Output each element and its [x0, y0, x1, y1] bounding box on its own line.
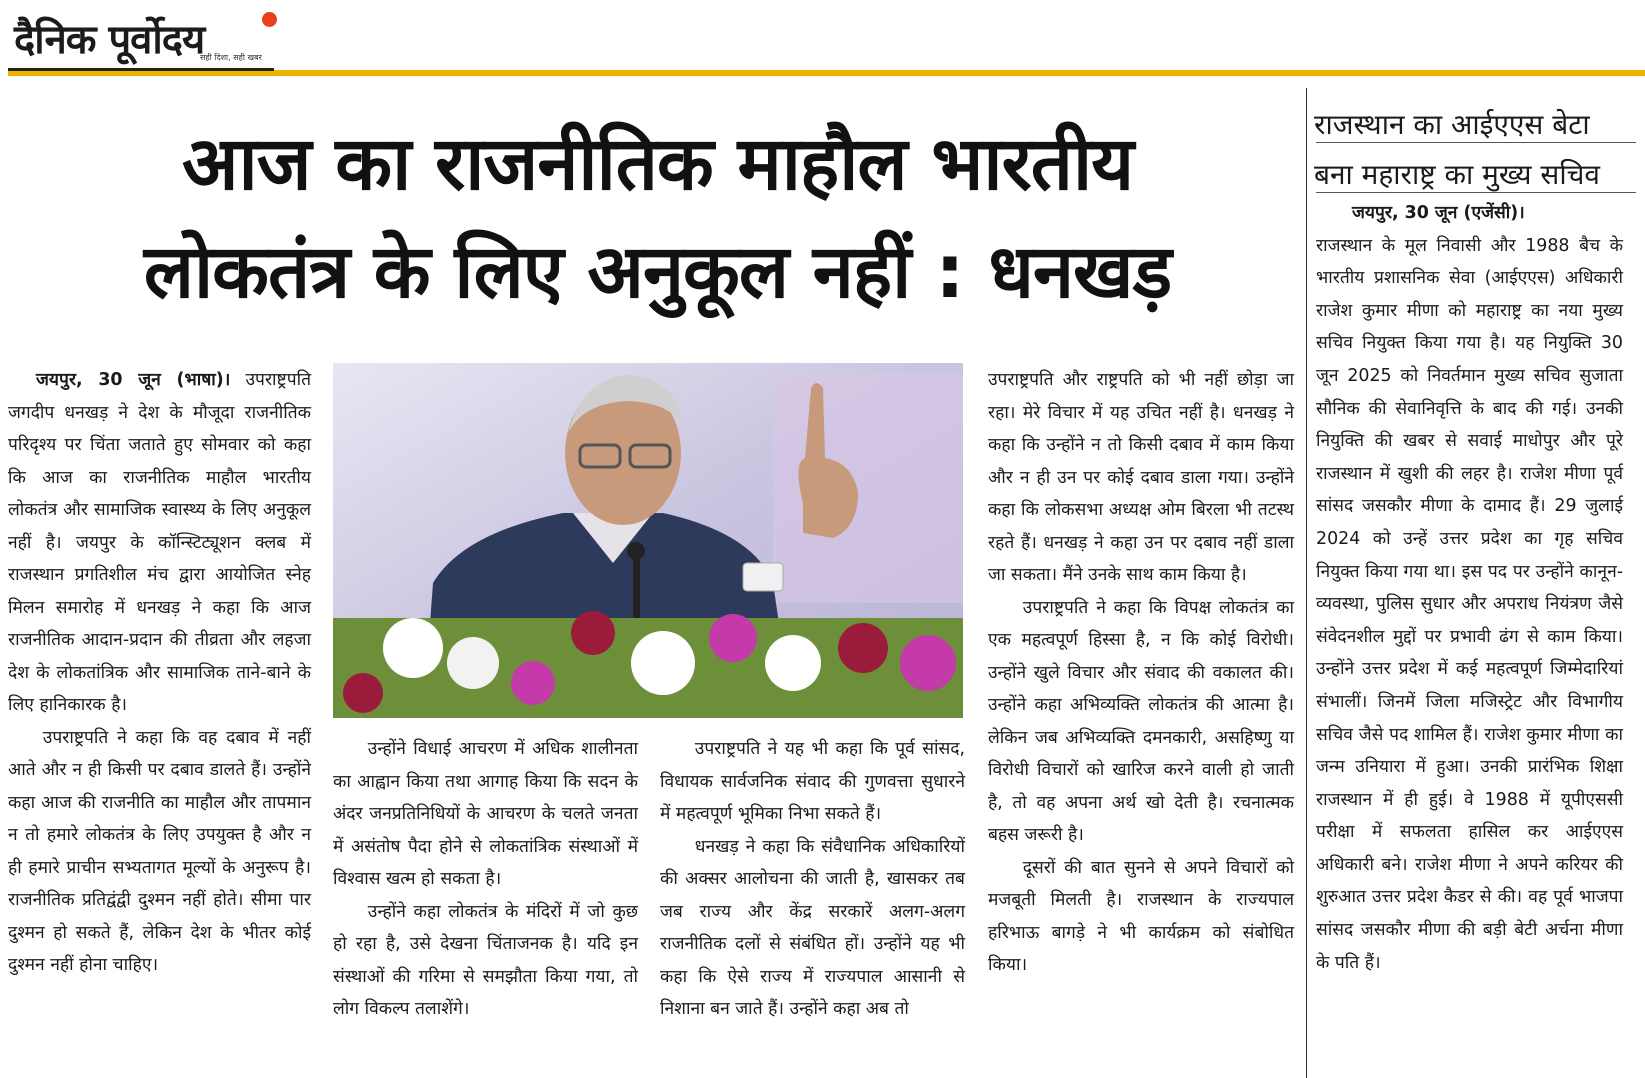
article-photo	[333, 363, 963, 718]
article-paragraph: धनखड़ ने कहा कि संवैधानिक अधिकारियों की अक्सर आलोचना की जाती है, खासकर तब जब राज्य और केंद्र सरकारें अलग-अलग राजनीतिक दलों से संबंधित हों। उन्होंने यह भी कहा कि ऐसे राज्य में राज्यपाल आसानी से निशाना बन जाते हैं। उन्होंने कहा अब तो	[660, 836, 965, 1019]
side-title-line-2: बना महाराष्ट्र का मुख्य सचिव	[1314, 158, 1600, 191]
masthead-rule-dark	[8, 68, 274, 71]
article-paragraph: उन्होंने कहा लोकतंत्र के मंदिरों में जो कुछ हो रहा है, उसे देखना चिंताजनक है। यदि इन संस्थाओं की गरिमा से समझौता किया गया, तो लोग विकल्प तलाशेंगे।	[333, 901, 638, 1019]
article-paragraph: उपराष्ट्रपति और राष्ट्रपति को भी नहीं छोड़ा जा रहा। मेरे विचार में यह उचित नहीं है। धनखड़ ने कहा कि उन्होंने न तो किसी दबाव में काम किया और न ही उन पर कोई दबाव डाला गया। उन्होंने कहा कि लोकसभा अध्यक्ष ओम बिरला भी तटस्थ रहते हैं। धनखड़ ने कहा उन पर दबाव नहीं डाला जा सकता। मैंने उनके साथ काम किया है।	[988, 370, 1294, 585]
masthead	[0, 0, 1645, 76]
article-body-1	[8, 364, 311, 722]
article-paragraph: उपराष्ट्रपति जगदीप धनखड़ ने देश के मौजूदा राजनीतिक परिदृश्य पर चिंता जताते हुए सोमवार को कहा कि आज का राजनीतिक माहौल भारतीय लोकतंत्र और सामाजिक स्वास्थ्य के लिए अनुकूल नहीं है। जयपुर के कॉन्स्टिट्यूशन क्लब में राजस्थान प्रगतिशील मंच द्वारा आयोजित स्नेह मिलन समारोह में धनखड़ ने कहा कि आज राजनीतिक आदान-प्रदान की तीव्रता और लहजा देश के लोकतांत्रिक और सामाजिक ताने-बाने के लिए हानिकारक है।	[8, 370, 312, 715]
article-paragraph: उन्होंने विधाई आचरण में अधिक शालीनता का आह्वान किया तथा आगाह किया कि सदन के अंदर जनप्रतिनिधियों के आचरण के चलते जनता में असंतोष पैदा होने से लोकतांत्रिक संस्थाओं में विश्वास खत्म हो सकता है।	[333, 739, 638, 889]
logo-dot-icon	[262, 12, 277, 27]
article-paragraph: उपराष्ट्रपति ने यह भी कहा कि पूर्व सांसद, विधायक सार्वजनिक संवाद की गुणवत्ता सुधारने में महत्वपूर्ण भूमिका निभा सकते हैं।	[660, 739, 965, 824]
side-title-line-1: राजस्थान का आईएएस बेटा	[1314, 108, 1590, 141]
photo-image	[333, 363, 963, 718]
side-article-text	[1316, 197, 1623, 979]
newspaper-logo: दैनिक पूर्वोदय	[14, 16, 205, 63]
side-article-title	[1314, 100, 1640, 200]
headline-line-1: आज का राजनीतिक माहौल भारतीय	[181, 121, 1134, 207]
side-article-paragraph: राजस्थान के मूल निवासी और 1988 बैच के भारतीय प्रशासनिक सेवा (आईएएस) अधिकारी राजेश कुमार मीणा को महाराष्ट्र का नया मुख्य सचिव नियुक्त किया गया है। यह नियुक्ति 30 जून 2025 को निवर्तमान मुख्य सचिव सुजाता सौनिक की सेवानिवृत्ति के बाद की गई। उनकी नियुक्ति की खबर से सवाई माधोपुर और पूरे राजस्थान में खुशी की लहर है। राजेश मीणा पूर्व सांसद जसकौर मीणा के दामाद हैं। 29 जुलाई 2024 को उन्हें उत्तर प्रदेश का गृह सचिव नियुक्त किया गया था। इस पद पर उन्होंने कानून-व्यवस्था, पुलिस सुधार और अपराध नियंत्रण जैसे संवेदनशील मुद्दों पर प्रभावी ढंग से काम किया। उन्होंने उत्तर प्रदेश में कई महत्वपूर्ण जिम्मेदारियां संभालीं। जिनमें जिला मजिस्ट्रेट और विभागीय सचिव जैसे पद शामिल हैं। राजेश कुमार मीणा का जन्म उनियारा में हुआ। उनकी प्रारंभिक शिक्षा राजस्थान में ही हुई। वे 1988 में यूपीएससी परीक्षा में सफलता हासिल कर आईएएस अधिकारी बने। राजेश मीणा ने अपने करियर की शुरुआत उत्तर प्रदेश कैडर से की। वह पूर्व भाजपा सांसद जसकौर मीणा की बड़ी बेटी अर्चना मीणा के पति हैं।	[1316, 235, 1623, 973]
article-column-3	[660, 733, 965, 1026]
side-article-body	[1316, 197, 1623, 979]
column-divider	[1306, 88, 1307, 1078]
article-column-1	[8, 364, 311, 982]
side-title-rule	[1316, 142, 1636, 143]
side-article-dateline: जयपुर, 30 जून (एजेंसी)।	[1352, 203, 1525, 223]
side-title-rule	[1316, 192, 1636, 193]
article-paragraph: उपराष्ट्रपति ने कहा कि वह दबाव में नहीं आते और न ही किसी पर दबाव डालते हैं। उन्होंने कहा आज की राजनीति का माहौल और तापमान न तो हमारे लोकतंत्र के लिए उपयुक्त है और न ही हमारे प्राचीन सभ्यतागत मूल्यों के अनुरूप है। राजनीतिक प्रतिद्वंद्वी दुश्मन नहीं होते। सीमा पार दुश्मन हो सकते हैं, लेकिन देश के भीतर कोई दुश्मन नहीं होना चाहिए।	[8, 727, 311, 975]
article-column-2	[333, 733, 638, 1026]
article-paragraph: उपराष्ट्रपति ने कहा कि विपक्ष लोकतंत्र का एक महत्वपूर्ण हिस्सा है, न कि कोई विरोधी। उन्होंने खुले विचार और संवाद की वकालत की। उन्होंने कहा अभिव्यक्ति लोकतंत्र की आत्मा है। लेकिन जब अभिव्यक्ति दमनकारी, असहिष्णु या विरोधी विचारों को खारिज करने वाली हो जाती है, तो वह अपना अर्थ खो देती है। रचनात्मक बहस जरूरी है।	[988, 597, 1294, 845]
article-column-4	[988, 364, 1294, 982]
headline-line-2: लोकतंत्र के लिए अनुकूल नहीं : धनखड़	[143, 229, 1172, 315]
newspaper-tagline: सही दिशा, सही खबर	[200, 53, 262, 62]
article-dateline: जयपुर, 30 जून (भाषा)।	[36, 370, 231, 390]
article-paragraph: दूसरों की बात सुनने से अपने विचारों को मजबूती मिलती है। राजस्थान के राज्यपाल हरिभाऊ बागड़े ने भी कार्यक्रम को संबोधित किया।	[988, 857, 1294, 975]
